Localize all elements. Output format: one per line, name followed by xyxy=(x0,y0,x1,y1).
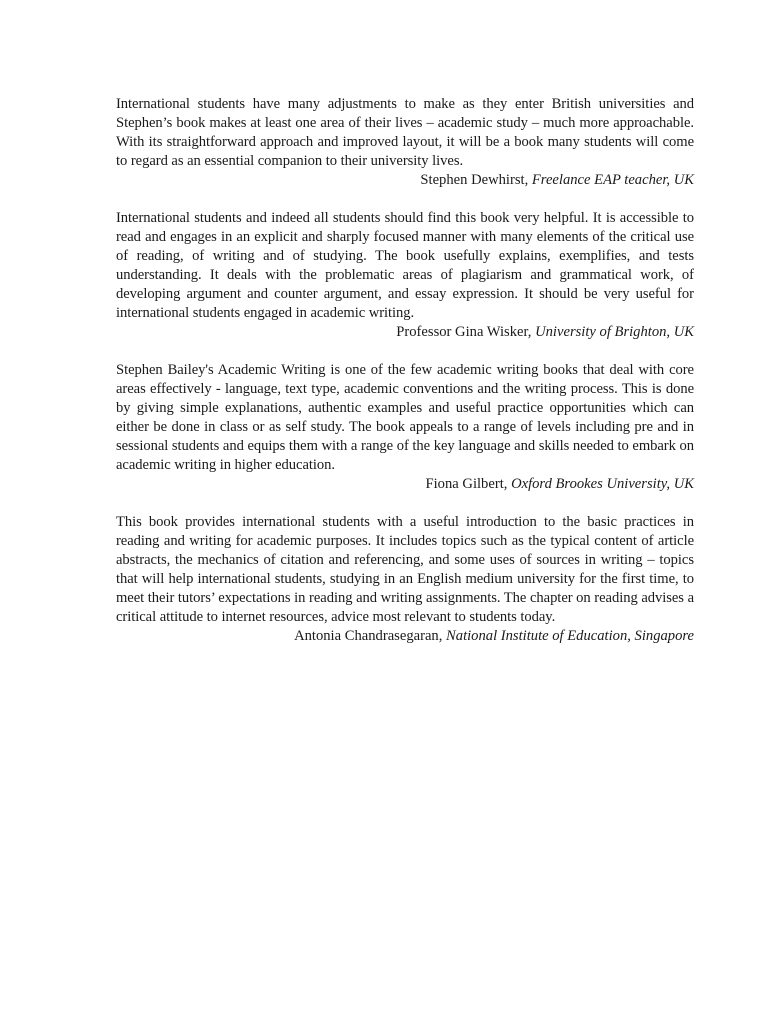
reviewer-name: Fiona Gilbert, xyxy=(425,476,508,492)
review-attribution xyxy=(116,475,694,494)
review-text: This book provides international students with a useful introduction to the basic practices in reading and writing for academic purposes. It includes topics such as the typical content of article abstracts, the mechanics of citation and referencing, and some uses of sources in writing – topics that will help international students, studying in an English medium university for the first time, to meet their tutors’ expectations in reading and writing assignments. The chapter on reading advises a critical attitude to internet resources, advice most relevant to students today. xyxy=(116,514,694,625)
review-attribution xyxy=(116,171,694,190)
review-block xyxy=(116,95,694,190)
reviewer-affiliation: University of Brighton, UK xyxy=(535,324,694,340)
review-attribution xyxy=(116,323,694,342)
reviewer-name: Professor Gina Wisker, xyxy=(396,324,532,340)
review-attribution xyxy=(116,627,694,646)
review-text: Stephen Bailey's Academic Writing is one of the few academic writing books that deal with core areas effectively - language, text type, academic conventions and the writing process. This is done by giving simple explanations, authentic examples and useful practice opportunities which can either be done in class or as self study. The book appeals to a range of levels including pre and in sessional students and equips them with a range of the key language and skills needed to embark on academic writing in higher education. xyxy=(116,362,694,473)
reviewer-affiliation: Freelance EAP teacher, UK xyxy=(531,172,694,188)
reviewer-affiliation: National Institute of Education, Singapore xyxy=(446,628,694,644)
reviewer-name: Antonia Chandrasegaran, xyxy=(294,628,443,644)
review-block xyxy=(116,361,694,494)
review-block xyxy=(116,209,694,342)
reviewer-name: Stephen Dewhirst, xyxy=(420,172,529,188)
review-text: International students and indeed all students should find this book very helpful. It is accessible to read and engages in an explicit and sharply focused manner with many elements of the critical use of reading, of writing and of studying. The book usefully explains, exemplifies, and tests understanding. It deals with the problematic areas of plagiarism and grammatical work, of developing argument and counter argument, and essay expression. It should be very useful for international students engaged in academic writing. xyxy=(116,210,694,321)
reviewer-affiliation: Oxford Brookes University, UK xyxy=(511,476,694,492)
review-text: International students have many adjustments to make as they enter British universities and Stephen’s book makes at least one area of their lives – academic study – much more approachable. With its straightforward approach and improved layout, it will be a book many students will come to regard as an essential companion to their university lives. xyxy=(116,96,694,169)
review-page xyxy=(116,95,694,665)
review-block xyxy=(116,513,694,646)
